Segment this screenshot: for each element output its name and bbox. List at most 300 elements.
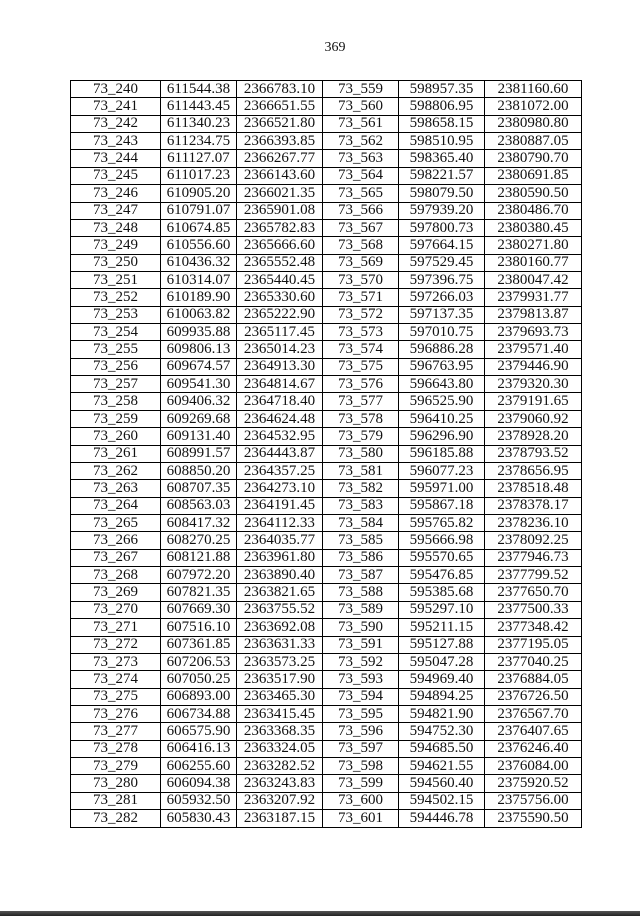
table-row [71, 671, 582, 688]
y-coordinate-left-cell: 2366021.35 [237, 185, 323, 202]
y-coordinate-left-cell: 2365440.45 [237, 271, 323, 288]
y-coordinate-left-cell: 2363465.30 [237, 688, 323, 705]
y-coordinate-right-cell: 2381160.60 [485, 81, 582, 98]
point-id-left-cell: 73_274 [71, 671, 161, 688]
y-coordinate-left-cell: 2363207.92 [237, 792, 323, 809]
page-number: 369 [324, 40, 346, 55]
point-id-left-cell: 73_276 [71, 705, 161, 722]
y-coordinate-right-cell: 2377799.52 [485, 567, 582, 584]
y-coordinate-left-cell: 2363324.05 [237, 740, 323, 757]
point-id-right-cell: 73_588 [323, 584, 399, 601]
point-id-right-cell: 73_583 [323, 497, 399, 514]
y-coordinate-left-cell: 2364443.87 [237, 445, 323, 462]
x-coordinate-right-cell: 595127.88 [399, 636, 485, 653]
point-id-right-cell: 73_570 [323, 271, 399, 288]
x-coordinate-left-cell: 610063.82 [161, 306, 237, 323]
x-coordinate-left-cell: 608707.35 [161, 480, 237, 497]
point-id-right-cell: 73_575 [323, 358, 399, 375]
y-coordinate-left-cell: 2364357.25 [237, 462, 323, 479]
y-coordinate-right-cell: 2378378.17 [485, 497, 582, 514]
y-coordinate-left-cell: 2366143.60 [237, 167, 323, 184]
y-coordinate-right-cell: 2379191.65 [485, 393, 582, 410]
point-id-left-cell: 73_244 [71, 150, 161, 167]
y-coordinate-right-cell: 2376884.05 [485, 671, 582, 688]
x-coordinate-right-cell: 598079.50 [399, 185, 485, 202]
point-id-left-cell: 73_282 [71, 810, 161, 828]
point-id-right-cell: 73_598 [323, 758, 399, 775]
point-id-right-cell: 73_581 [323, 462, 399, 479]
point-id-right-cell: 73_592 [323, 653, 399, 670]
point-id-right-cell: 73_601 [323, 810, 399, 828]
x-coordinate-right-cell: 598510.95 [399, 133, 485, 150]
table-row [71, 480, 582, 497]
x-coordinate-left-cell: 609541.30 [161, 376, 237, 393]
y-coordinate-right-cell: 2379693.73 [485, 324, 582, 341]
point-id-right-cell: 73_560 [323, 98, 399, 115]
point-id-left-cell: 73_247 [71, 202, 161, 219]
point-id-right-cell: 73_566 [323, 202, 399, 219]
y-coordinate-right-cell: 2377650.70 [485, 584, 582, 601]
x-coordinate-right-cell: 594894.25 [399, 688, 485, 705]
point-id-left-cell: 73_279 [71, 758, 161, 775]
point-id-right-cell: 73_594 [323, 688, 399, 705]
x-coordinate-right-cell: 595971.00 [399, 480, 485, 497]
y-coordinate-right-cell: 2378518.48 [485, 480, 582, 497]
x-coordinate-left-cell: 610905.20 [161, 185, 237, 202]
x-coordinate-right-cell: 595476.85 [399, 567, 485, 584]
x-coordinate-right-cell: 594821.90 [399, 705, 485, 722]
table-row [71, 758, 582, 775]
table-row [71, 688, 582, 705]
x-coordinate-right-cell: 594621.55 [399, 758, 485, 775]
table-row [71, 601, 582, 618]
table-row [71, 497, 582, 514]
point-id-left-cell: 73_277 [71, 723, 161, 740]
x-coordinate-right-cell: 595385.68 [399, 584, 485, 601]
x-coordinate-right-cell: 596296.90 [399, 428, 485, 445]
y-coordinate-right-cell: 2378793.52 [485, 445, 582, 462]
y-coordinate-right-cell: 2376567.70 [485, 705, 582, 722]
point-id-left-cell: 73_281 [71, 792, 161, 809]
y-coordinate-right-cell: 2379060.92 [485, 410, 582, 427]
x-coordinate-left-cell: 607516.10 [161, 619, 237, 636]
y-coordinate-left-cell: 2364112.33 [237, 514, 323, 531]
y-coordinate-left-cell: 2364814.67 [237, 376, 323, 393]
x-coordinate-right-cell: 596763.95 [399, 358, 485, 375]
y-coordinate-left-cell: 2363631.33 [237, 636, 323, 653]
table-row [71, 393, 582, 410]
x-coordinate-right-cell: 597010.75 [399, 324, 485, 341]
table-row [71, 584, 582, 601]
x-coordinate-left-cell: 610189.90 [161, 289, 237, 306]
y-coordinate-left-cell: 2365222.90 [237, 306, 323, 323]
x-coordinate-left-cell: 605932.50 [161, 792, 237, 809]
point-id-left-cell: 73_261 [71, 445, 161, 462]
y-coordinate-left-cell: 2363755.52 [237, 601, 323, 618]
y-coordinate-left-cell: 2364718.40 [237, 393, 323, 410]
x-coordinate-right-cell: 595047.28 [399, 653, 485, 670]
x-coordinate-left-cell: 607050.25 [161, 671, 237, 688]
y-coordinate-right-cell: 2380887.05 [485, 133, 582, 150]
x-coordinate-left-cell: 607206.53 [161, 653, 237, 670]
point-id-right-cell: 73_567 [323, 219, 399, 236]
x-coordinate-right-cell: 596410.25 [399, 410, 485, 427]
x-coordinate-right-cell: 598365.40 [399, 150, 485, 167]
y-coordinate-left-cell: 2366393.85 [237, 133, 323, 150]
table-row [71, 150, 582, 167]
point-id-left-cell: 73_263 [71, 480, 161, 497]
point-id-right-cell: 73_574 [323, 341, 399, 358]
y-coordinate-left-cell: 2363890.40 [237, 567, 323, 584]
point-id-right-cell: 73_593 [323, 671, 399, 688]
x-coordinate-right-cell: 594502.15 [399, 792, 485, 809]
y-coordinate-left-cell: 2363961.80 [237, 549, 323, 566]
y-coordinate-left-cell: 2363517.90 [237, 671, 323, 688]
y-coordinate-right-cell: 2375756.00 [485, 792, 582, 809]
y-coordinate-left-cell: 2364035.77 [237, 532, 323, 549]
y-coordinate-right-cell: 2380486.70 [485, 202, 582, 219]
point-id-left-cell: 73_246 [71, 185, 161, 202]
y-coordinate-left-cell: 2366267.77 [237, 150, 323, 167]
x-coordinate-right-cell: 595666.98 [399, 532, 485, 549]
table-row [71, 445, 582, 462]
x-coordinate-left-cell: 609935.88 [161, 324, 237, 341]
point-id-left-cell: 73_252 [71, 289, 161, 306]
y-coordinate-left-cell: 2363282.52 [237, 758, 323, 775]
x-coordinate-right-cell: 595570.65 [399, 549, 485, 566]
point-id-left-cell: 73_253 [71, 306, 161, 323]
x-coordinate-right-cell: 597800.73 [399, 219, 485, 236]
y-coordinate-right-cell: 2380980.80 [485, 115, 582, 132]
x-coordinate-right-cell: 596886.28 [399, 341, 485, 358]
x-coordinate-left-cell: 610791.07 [161, 202, 237, 219]
table-row [71, 619, 582, 636]
coordinate-table [70, 80, 582, 828]
x-coordinate-right-cell: 595765.82 [399, 514, 485, 531]
x-coordinate-left-cell: 608563.03 [161, 497, 237, 514]
x-coordinate-left-cell: 611127.07 [161, 150, 237, 167]
x-coordinate-right-cell: 596643.80 [399, 376, 485, 393]
point-id-right-cell: 73_561 [323, 115, 399, 132]
point-id-left-cell: 73_248 [71, 219, 161, 236]
y-coordinate-right-cell: 2376726.50 [485, 688, 582, 705]
y-coordinate-right-cell: 2378092.25 [485, 532, 582, 549]
table-row [71, 202, 582, 219]
point-id-right-cell: 73_569 [323, 254, 399, 271]
point-id-right-cell: 73_565 [323, 185, 399, 202]
y-coordinate-left-cell: 2365901.08 [237, 202, 323, 219]
point-id-right-cell: 73_559 [323, 81, 399, 98]
point-id-left-cell: 73_259 [71, 410, 161, 427]
y-coordinate-right-cell: 2377040.25 [485, 653, 582, 670]
table-row [71, 237, 582, 254]
point-id-right-cell: 73_597 [323, 740, 399, 757]
y-coordinate-left-cell: 2363415.45 [237, 705, 323, 722]
table-row [71, 324, 582, 341]
x-coordinate-left-cell: 609406.32 [161, 393, 237, 410]
table-row [71, 705, 582, 722]
x-coordinate-right-cell: 594446.78 [399, 810, 485, 828]
point-id-left-cell: 73_266 [71, 532, 161, 549]
y-coordinate-right-cell: 2376246.40 [485, 740, 582, 757]
y-coordinate-right-cell: 2380271.80 [485, 237, 582, 254]
y-coordinate-right-cell: 2375590.50 [485, 810, 582, 828]
table-row [71, 428, 582, 445]
point-id-right-cell: 73_591 [323, 636, 399, 653]
x-coordinate-left-cell: 606094.38 [161, 775, 237, 792]
table-row [71, 185, 582, 202]
y-coordinate-right-cell: 2377348.42 [485, 619, 582, 636]
y-coordinate-right-cell: 2378656.95 [485, 462, 582, 479]
table-row [71, 219, 582, 236]
point-id-left-cell: 73_270 [71, 601, 161, 618]
point-id-right-cell: 73_599 [323, 775, 399, 792]
x-coordinate-left-cell: 609131.40 [161, 428, 237, 445]
table-row [71, 376, 582, 393]
point-id-left-cell: 73_242 [71, 115, 161, 132]
point-id-left-cell: 73_264 [71, 497, 161, 514]
y-coordinate-right-cell: 2377500.33 [485, 601, 582, 618]
point-id-right-cell: 73_596 [323, 723, 399, 740]
x-coordinate-left-cell: 611234.75 [161, 133, 237, 150]
y-coordinate-right-cell: 2380691.85 [485, 167, 582, 184]
y-coordinate-left-cell: 2364913.30 [237, 358, 323, 375]
x-coordinate-right-cell: 595211.15 [399, 619, 485, 636]
point-id-right-cell: 73_584 [323, 514, 399, 531]
x-coordinate-right-cell: 597137.35 [399, 306, 485, 323]
point-id-left-cell: 73_265 [71, 514, 161, 531]
y-coordinate-left-cell: 2363368.35 [237, 723, 323, 740]
table-row [71, 133, 582, 150]
y-coordinate-left-cell: 2363243.83 [237, 775, 323, 792]
coordinate-table-body [71, 81, 582, 828]
point-id-left-cell: 73_260 [71, 428, 161, 445]
point-id-right-cell: 73_587 [323, 567, 399, 584]
y-coordinate-right-cell: 2380380.45 [485, 219, 582, 236]
y-coordinate-right-cell: 2380590.50 [485, 185, 582, 202]
y-coordinate-left-cell: 2363187.15 [237, 810, 323, 828]
y-coordinate-right-cell: 2379813.87 [485, 306, 582, 323]
point-id-right-cell: 73_590 [323, 619, 399, 636]
y-coordinate-right-cell: 2377946.73 [485, 549, 582, 566]
table-row [71, 740, 582, 757]
x-coordinate-right-cell: 598221.57 [399, 167, 485, 184]
y-coordinate-right-cell: 2380047.42 [485, 271, 582, 288]
y-coordinate-left-cell: 2365117.45 [237, 324, 323, 341]
table-row [71, 81, 582, 98]
x-coordinate-left-cell: 607361.85 [161, 636, 237, 653]
point-id-left-cell: 73_278 [71, 740, 161, 757]
x-coordinate-left-cell: 611017.23 [161, 167, 237, 184]
point-id-right-cell: 73_563 [323, 150, 399, 167]
y-coordinate-right-cell: 2378236.10 [485, 514, 582, 531]
point-id-left-cell: 73_254 [71, 324, 161, 341]
point-id-left-cell: 73_272 [71, 636, 161, 653]
y-coordinate-right-cell: 2381072.00 [485, 98, 582, 115]
point-id-right-cell: 73_582 [323, 480, 399, 497]
table-row [71, 462, 582, 479]
scan-edge [0, 911, 640, 916]
y-coordinate-right-cell: 2376407.65 [485, 723, 582, 740]
table-row [71, 810, 582, 828]
point-id-left-cell: 73_251 [71, 271, 161, 288]
table-row [71, 341, 582, 358]
y-coordinate-left-cell: 2365666.60 [237, 237, 323, 254]
table-row [71, 289, 582, 306]
y-coordinate-right-cell: 2380160.77 [485, 254, 582, 271]
x-coordinate-left-cell: 606416.13 [161, 740, 237, 757]
x-coordinate-right-cell: 597664.15 [399, 237, 485, 254]
x-coordinate-left-cell: 606893.00 [161, 688, 237, 705]
y-coordinate-left-cell: 2364532.95 [237, 428, 323, 445]
y-coordinate-left-cell: 2365014.23 [237, 341, 323, 358]
x-coordinate-right-cell: 597396.75 [399, 271, 485, 288]
x-coordinate-right-cell: 598806.95 [399, 98, 485, 115]
y-coordinate-left-cell: 2364624.48 [237, 410, 323, 427]
y-coordinate-left-cell: 2364273.10 [237, 480, 323, 497]
x-coordinate-left-cell: 610436.32 [161, 254, 237, 271]
x-coordinate-left-cell: 608850.20 [161, 462, 237, 479]
table-row [71, 775, 582, 792]
y-coordinate-right-cell: 2378928.20 [485, 428, 582, 445]
point-id-right-cell: 73_595 [323, 705, 399, 722]
point-id-left-cell: 73_258 [71, 393, 161, 410]
point-id-right-cell: 73_600 [323, 792, 399, 809]
x-coordinate-left-cell: 609806.13 [161, 341, 237, 358]
x-coordinate-left-cell: 608417.32 [161, 514, 237, 531]
x-coordinate-left-cell: 606734.88 [161, 705, 237, 722]
x-coordinate-left-cell: 611544.38 [161, 81, 237, 98]
point-id-left-cell: 73_243 [71, 133, 161, 150]
table-row [71, 410, 582, 427]
point-id-left-cell: 73_271 [71, 619, 161, 636]
x-coordinate-right-cell: 598658.15 [399, 115, 485, 132]
table-row [71, 167, 582, 184]
point-id-left-cell: 73_273 [71, 653, 161, 670]
point-id-left-cell: 73_268 [71, 567, 161, 584]
point-id-right-cell: 73_585 [323, 532, 399, 549]
y-coordinate-right-cell: 2379571.40 [485, 341, 582, 358]
x-coordinate-left-cell: 607669.30 [161, 601, 237, 618]
y-coordinate-left-cell: 2365330.60 [237, 289, 323, 306]
x-coordinate-right-cell: 594560.40 [399, 775, 485, 792]
table-row [71, 306, 582, 323]
point-id-left-cell: 73_256 [71, 358, 161, 375]
x-coordinate-right-cell: 596525.90 [399, 393, 485, 410]
y-coordinate-left-cell: 2363573.25 [237, 653, 323, 670]
point-id-right-cell: 73_568 [323, 237, 399, 254]
point-id-left-cell: 73_255 [71, 341, 161, 358]
y-coordinate-left-cell: 2365782.83 [237, 219, 323, 236]
point-id-right-cell: 73_579 [323, 428, 399, 445]
point-id-left-cell: 73_280 [71, 775, 161, 792]
point-id-right-cell: 73_576 [323, 376, 399, 393]
point-id-left-cell: 73_267 [71, 549, 161, 566]
x-coordinate-left-cell: 608121.88 [161, 549, 237, 566]
point-id-left-cell: 73_250 [71, 254, 161, 271]
y-coordinate-left-cell: 2366521.80 [237, 115, 323, 132]
x-coordinate-right-cell: 594969.40 [399, 671, 485, 688]
point-id-right-cell: 73_578 [323, 410, 399, 427]
x-coordinate-right-cell: 594752.30 [399, 723, 485, 740]
table-row [71, 254, 582, 271]
x-coordinate-right-cell: 594685.50 [399, 740, 485, 757]
point-id-left-cell: 73_275 [71, 688, 161, 705]
point-id-right-cell: 73_586 [323, 549, 399, 566]
x-coordinate-right-cell: 595867.18 [399, 497, 485, 514]
x-coordinate-left-cell: 611340.23 [161, 115, 237, 132]
point-id-right-cell: 73_572 [323, 306, 399, 323]
point-id-left-cell: 73_269 [71, 584, 161, 601]
x-coordinate-left-cell: 608270.25 [161, 532, 237, 549]
table-row [71, 532, 582, 549]
x-coordinate-left-cell: 606575.90 [161, 723, 237, 740]
table-row [71, 115, 582, 132]
table-row [71, 514, 582, 531]
x-coordinate-right-cell: 595297.10 [399, 601, 485, 618]
y-coordinate-left-cell: 2366783.10 [237, 81, 323, 98]
point-id-right-cell: 73_577 [323, 393, 399, 410]
y-coordinate-left-cell: 2364191.45 [237, 497, 323, 514]
x-coordinate-left-cell: 607972.20 [161, 567, 237, 584]
point-id-right-cell: 73_562 [323, 133, 399, 150]
y-coordinate-right-cell: 2379446.90 [485, 358, 582, 375]
y-coordinate-right-cell: 2380790.70 [485, 150, 582, 167]
x-coordinate-left-cell: 611443.45 [161, 98, 237, 115]
x-coordinate-left-cell: 610314.07 [161, 271, 237, 288]
x-coordinate-right-cell: 597939.20 [399, 202, 485, 219]
y-coordinate-right-cell: 2375920.52 [485, 775, 582, 792]
point-id-left-cell: 73_240 [71, 81, 161, 98]
y-coordinate-right-cell: 2376084.00 [485, 758, 582, 775]
point-id-left-cell: 73_241 [71, 98, 161, 115]
table-row [71, 792, 582, 809]
point-id-left-cell: 73_245 [71, 167, 161, 184]
x-coordinate-left-cell: 609269.68 [161, 410, 237, 427]
table-row [71, 549, 582, 566]
x-coordinate-left-cell: 610556.60 [161, 237, 237, 254]
point-id-right-cell: 73_571 [323, 289, 399, 306]
point-id-right-cell: 73_580 [323, 445, 399, 462]
point-id-right-cell: 73_573 [323, 324, 399, 341]
table-row [71, 723, 582, 740]
y-coordinate-right-cell: 2379931.77 [485, 289, 582, 306]
point-id-right-cell: 73_564 [323, 167, 399, 184]
y-coordinate-left-cell: 2363692.08 [237, 619, 323, 636]
y-coordinate-left-cell: 2366651.55 [237, 98, 323, 115]
point-id-left-cell: 73_257 [71, 376, 161, 393]
y-coordinate-right-cell: 2377195.05 [485, 636, 582, 653]
x-coordinate-right-cell: 597266.03 [399, 289, 485, 306]
table-row [71, 567, 582, 584]
x-coordinate-left-cell: 607821.35 [161, 584, 237, 601]
table-row [71, 98, 582, 115]
x-coordinate-right-cell: 596185.88 [399, 445, 485, 462]
table-row [71, 271, 582, 288]
table-row [71, 636, 582, 653]
x-coordinate-right-cell: 597529.45 [399, 254, 485, 271]
point-id-left-cell: 73_249 [71, 237, 161, 254]
x-coordinate-right-cell: 596077.23 [399, 462, 485, 479]
y-coordinate-left-cell: 2363821.65 [237, 584, 323, 601]
x-coordinate-left-cell: 609674.57 [161, 358, 237, 375]
point-id-right-cell: 73_589 [323, 601, 399, 618]
table-row [71, 653, 582, 670]
x-coordinate-left-cell: 610674.85 [161, 219, 237, 236]
x-coordinate-left-cell: 605830.43 [161, 810, 237, 828]
x-coordinate-left-cell: 606255.60 [161, 758, 237, 775]
point-id-left-cell: 73_262 [71, 462, 161, 479]
